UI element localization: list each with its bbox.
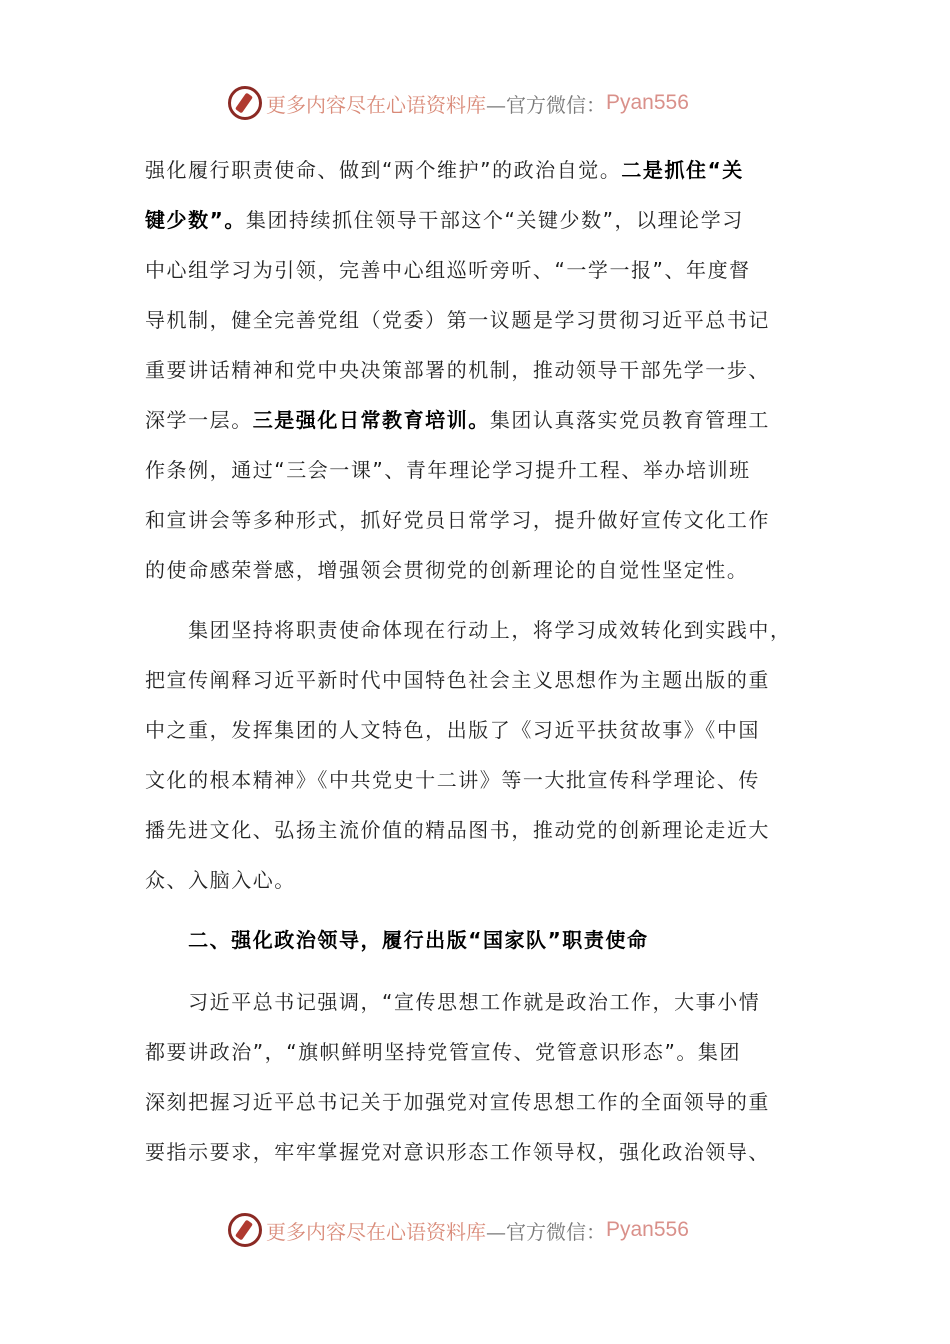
text-line bbox=[145, 717, 805, 743]
text-run: 深刻把握习近平总书记关于加强党对宣传思想工作的全面领导的重 bbox=[145, 1090, 770, 1114]
text-run: 的使命感荣誉感，增强领会贯彻党的创新理论的自觉性坚定性。 bbox=[145, 558, 749, 582]
text-run: 文化的根本精神》《中共党史十二讲》等一大批宣传科学理论、传 bbox=[145, 768, 760, 792]
bold-text: 键少数”。 bbox=[145, 208, 246, 232]
text-line bbox=[145, 1039, 805, 1065]
pen-logo-icon bbox=[228, 86, 262, 120]
text-line bbox=[145, 307, 805, 333]
text-line bbox=[145, 557, 805, 583]
watermark-text: 更多内容尽在心语资料库 bbox=[266, 1219, 486, 1244]
watermark-text: 更多内容尽在心语资料库 bbox=[266, 92, 486, 117]
text-line bbox=[145, 1089, 805, 1115]
watermark-wechat-label: —官方微信： bbox=[486, 92, 606, 117]
pen-logo-icon bbox=[228, 1213, 262, 1247]
text-line bbox=[145, 457, 805, 483]
text-line bbox=[145, 927, 805, 953]
watermark-footer bbox=[228, 1210, 689, 1250]
watermark-header bbox=[228, 83, 689, 123]
text-run: 和宣讲会等多种形式，抓好党员日常学习，提升做好宣传文化工作 bbox=[145, 508, 770, 532]
text-run: 集团认真落实党员教育管理工 bbox=[489, 408, 770, 432]
text-run: 中心组学习为引领，完善中心组巡听旁听、“一学一报”、年度督 bbox=[145, 258, 751, 282]
watermark-wechat-label: —官方微信： bbox=[486, 1219, 606, 1244]
text-run: 要指示要求，牢牢掌握党对意识形态工作领导权，强化政治领导、 bbox=[145, 1140, 770, 1164]
text-run: 众、入脑入心。 bbox=[145, 868, 296, 892]
bold-text: 二是抓住“关 bbox=[621, 158, 744, 182]
text-line bbox=[145, 257, 805, 283]
text-run: 深学一层。 bbox=[145, 408, 253, 432]
text-line bbox=[145, 867, 805, 893]
watermark-wechat-id: Pyan556 bbox=[606, 91, 689, 114]
text-line bbox=[145, 617, 805, 643]
text-run: 导机制，健全完善党组（党委）第一议题是学习贯彻习近平总书记 bbox=[145, 308, 770, 332]
bold-text: 三是强化日常教育培训。 bbox=[252, 408, 490, 432]
text-run: 播先进文化、弘扬主流价值的精品图书，推动党的创新理论走近大 bbox=[145, 818, 770, 842]
text-line bbox=[145, 507, 805, 533]
text-line bbox=[145, 989, 805, 1015]
text-run: 强化履行职责使命、做到“两个维护”的政治自觉。 bbox=[145, 158, 622, 182]
text-line bbox=[145, 1139, 805, 1165]
text-run: 中之重，发挥集团的人文特色，出版了《习近平扶贫故事》《中国 bbox=[145, 718, 760, 742]
text-run: 把宣传阐释习近平新时代中国特色社会主义思想作为主题出版的重 bbox=[145, 668, 770, 692]
text-run: 集团坚持将职责使命体现在行动上，将学习成效转化到实践中， bbox=[145, 618, 792, 642]
text-run: 习近平总书记强调，“宣传思想工作就是政治工作，大事小情 bbox=[145, 990, 761, 1014]
text-run: 都要讲政治”，“旗帜鲜明坚持党管宣传、党管意识形态”。集团 bbox=[145, 1040, 742, 1064]
text-run: 重要讲话精神和党中央决策部署的机制，推动领导干部先学一步、 bbox=[145, 358, 770, 382]
text-run: 集团持续抓住领导干部这个“关键少数”，以理论学习 bbox=[245, 208, 744, 232]
text-line bbox=[145, 667, 805, 693]
text-run: 作条例，通过“三会一课”、青年理论学习提升工程、举办培训班 bbox=[145, 458, 751, 482]
text-line bbox=[145, 767, 805, 793]
bold-text: 二、强化政治领导，履行出版“国家队”职责使命 bbox=[145, 928, 649, 952]
text-line bbox=[145, 357, 805, 383]
text-line bbox=[145, 207, 805, 233]
text-line bbox=[145, 157, 805, 183]
text-line bbox=[145, 407, 805, 433]
text-line bbox=[145, 817, 805, 843]
watermark-wechat-id: Pyan556 bbox=[606, 1218, 689, 1241]
